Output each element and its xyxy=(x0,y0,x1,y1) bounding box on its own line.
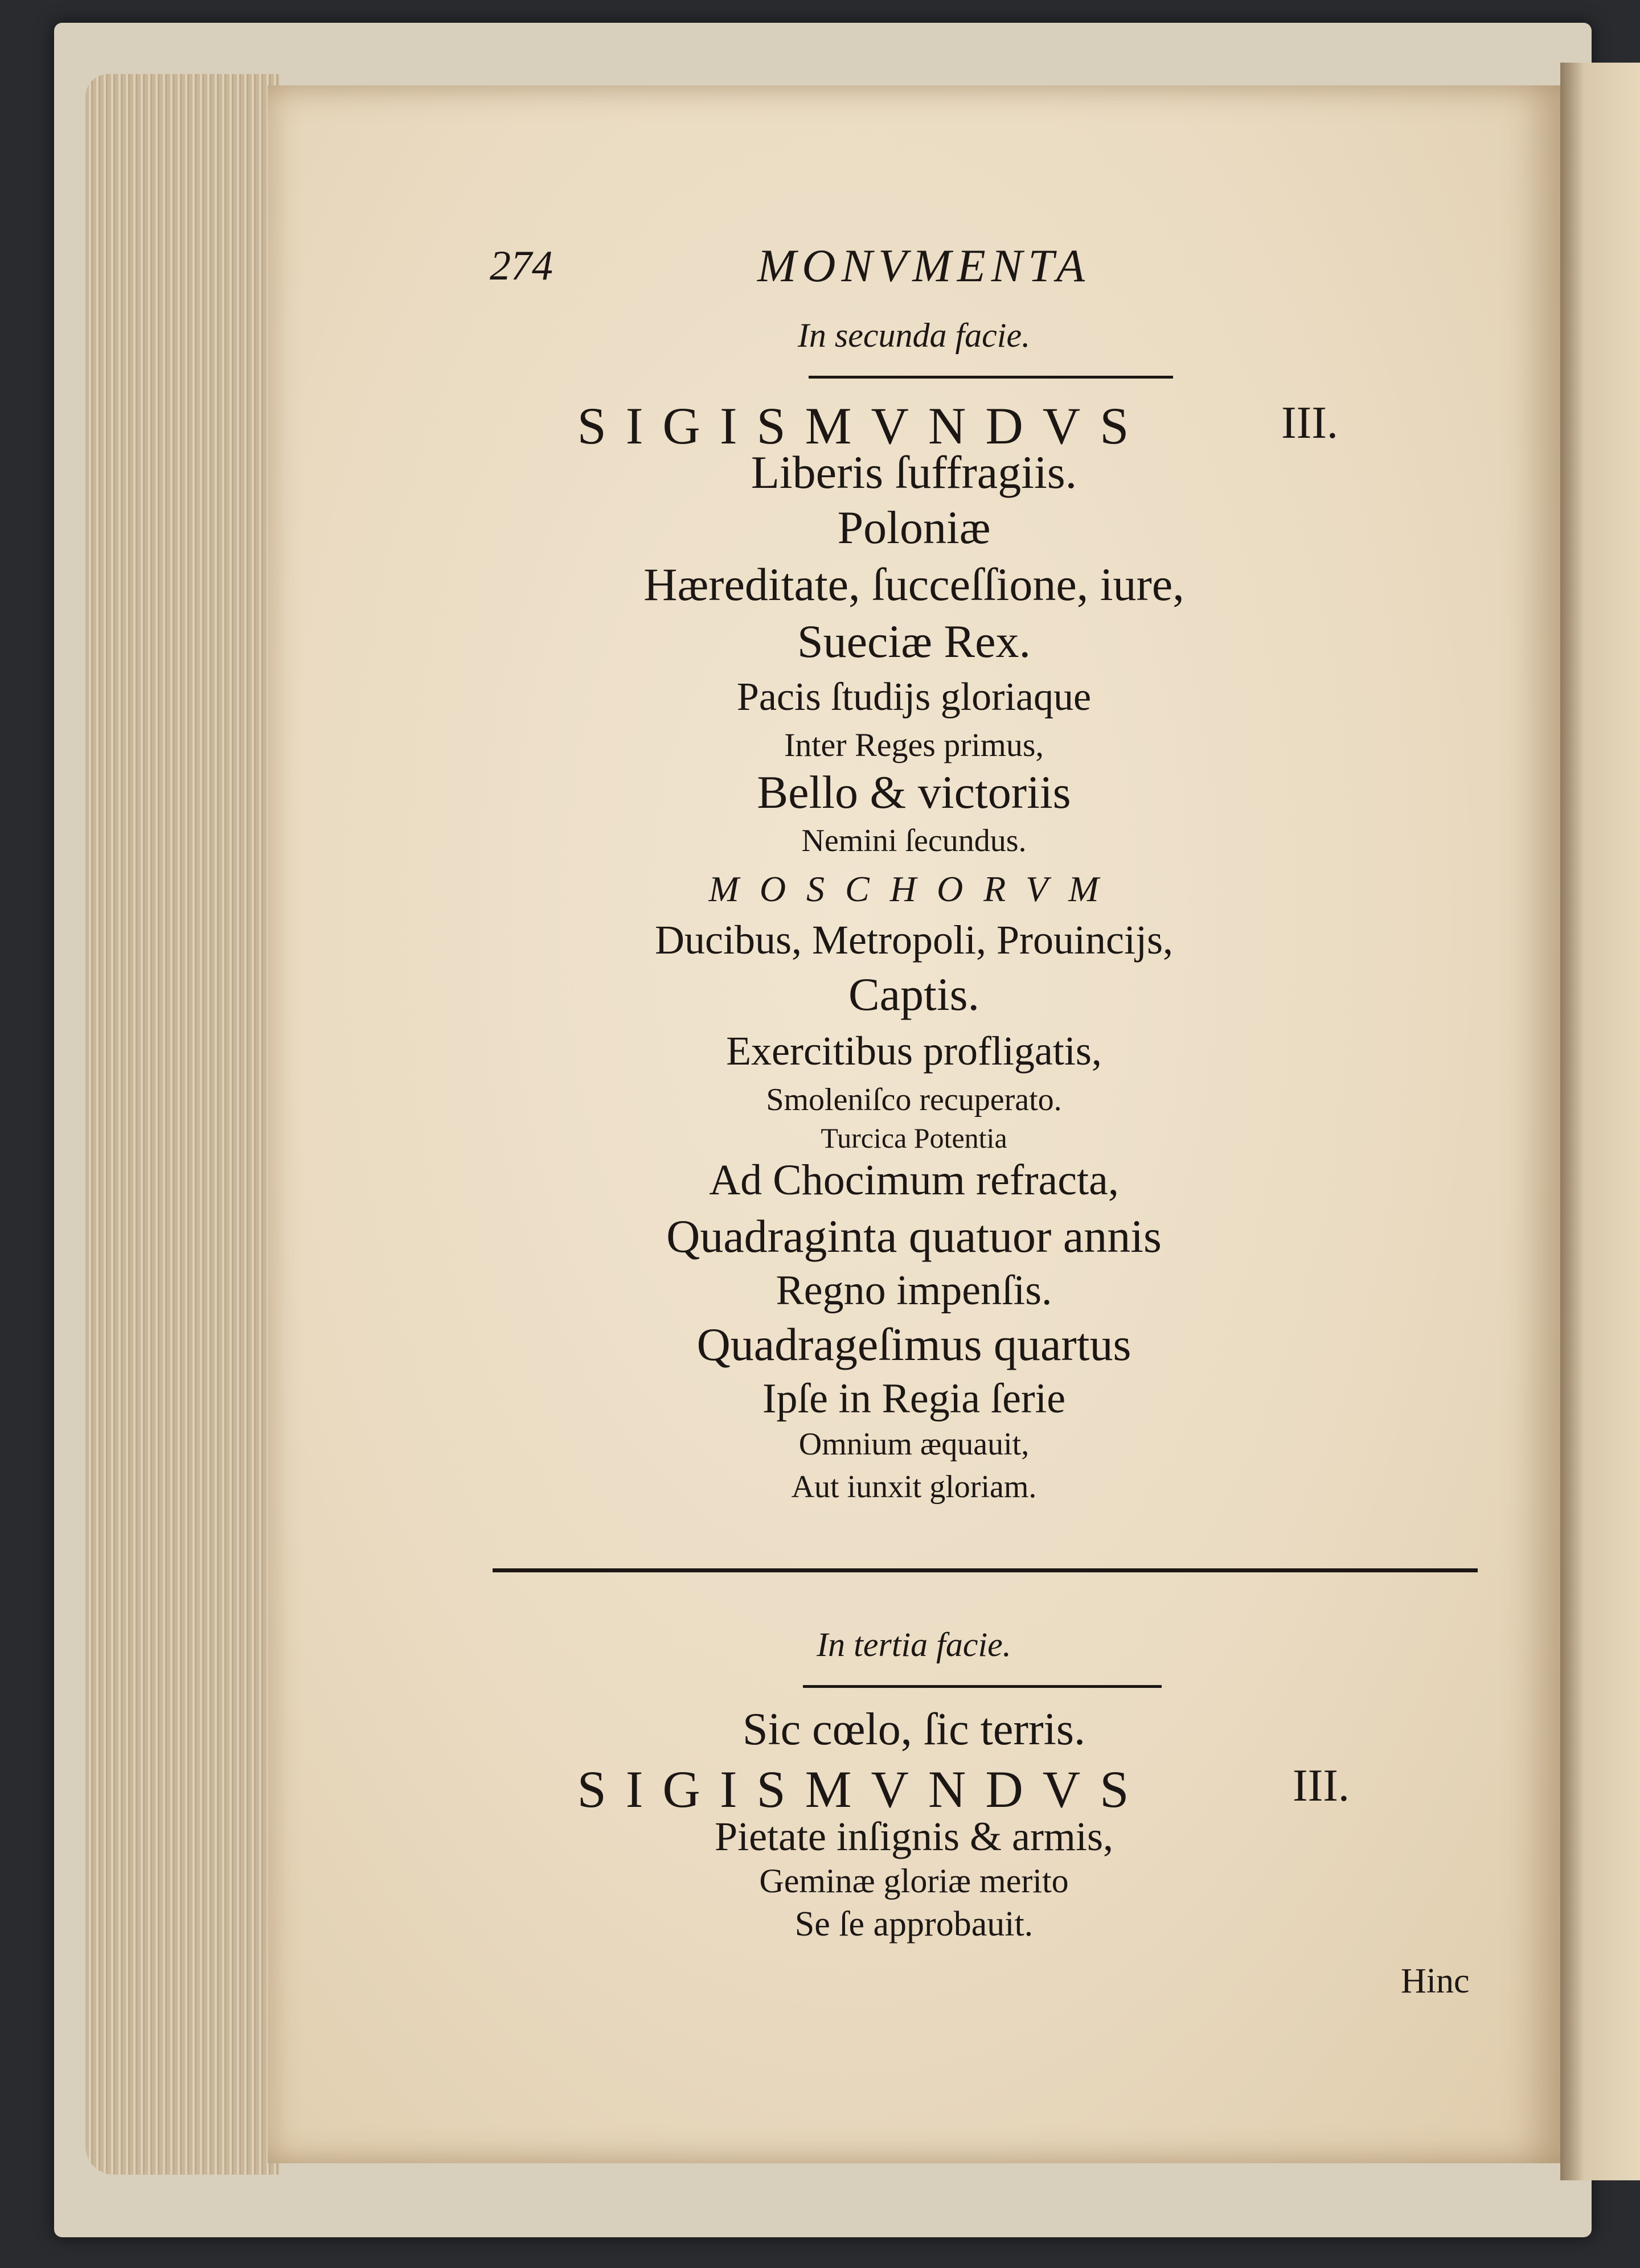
regnal-number: III. xyxy=(1293,1761,1350,1811)
inscription-line: Poloniæ xyxy=(837,502,991,553)
running-head: MONVMENTA xyxy=(757,240,1091,291)
inscription-line: Inter Reges primus, xyxy=(784,726,1044,763)
inscription-line: Omnium æquauit, xyxy=(798,1427,1030,1462)
regnal-number: III. xyxy=(1281,398,1338,448)
inscription-line: Ipſe in Regia ſerie xyxy=(762,1375,1066,1422)
face3-heading: In tertia facie. xyxy=(817,1626,1011,1663)
heading-rule xyxy=(809,376,1173,379)
catchword: Hinc xyxy=(1401,1962,1470,2000)
page-number: 274 xyxy=(490,243,553,289)
inscription-line: Ducibus, Metropoli, Prouincijs, xyxy=(655,917,1173,963)
inscription-line: Hæreditate, ſucceſſione, iure, xyxy=(643,558,1184,610)
inscription-line: Captis. xyxy=(848,968,980,1020)
inscription-line: Liberis ſuffragiis. xyxy=(751,446,1077,498)
inscription-line: Bello & victoriis xyxy=(757,766,1071,818)
inscription-line: Turcica Potentia xyxy=(821,1122,1007,1154)
inscription-line: Sueciæ Rex. xyxy=(797,615,1031,667)
section-divider xyxy=(493,1568,1478,1572)
king-name: SIGISMVNDVS xyxy=(577,397,1149,455)
page-edges xyxy=(85,74,279,2175)
face3-line: Geminæ gloriæ merito xyxy=(759,1862,1069,1900)
face2-heading: In secunda facie. xyxy=(797,317,1031,354)
page-content xyxy=(268,85,1560,2163)
face3-line: Se ſe approbauit. xyxy=(794,1905,1034,1944)
face3-line: Sic cœlo, ſic terris. xyxy=(742,1704,1086,1755)
inscription-line: Ad Chocimum refracta, xyxy=(709,1156,1119,1204)
heading-rule xyxy=(803,1685,1162,1688)
inscription-line: Regno impenſis. xyxy=(776,1267,1052,1314)
inscription-line: Quadraginta quatuor annis xyxy=(666,1210,1162,1262)
inscription-line: Exercitibus profligatis, xyxy=(726,1028,1102,1074)
inscription-line: Quadrageſimus quartus xyxy=(696,1318,1131,1370)
inscription-line: MOSCHORVM xyxy=(708,869,1120,909)
king-name: SIGISMVNDVS xyxy=(577,1760,1149,1818)
inscription-line: Pacis ſtudijs gloriaque xyxy=(736,675,1092,719)
inscription-line: Smoleniſco recuperato. xyxy=(766,1082,1062,1117)
face3-line: Pietate inſignis & armis, xyxy=(715,1814,1113,1859)
inscription-line: Aut iunxit gloriam. xyxy=(791,1469,1037,1505)
inscription-line: Nemini ſecundus. xyxy=(801,823,1027,858)
facing-page-edge xyxy=(1560,63,1640,2180)
